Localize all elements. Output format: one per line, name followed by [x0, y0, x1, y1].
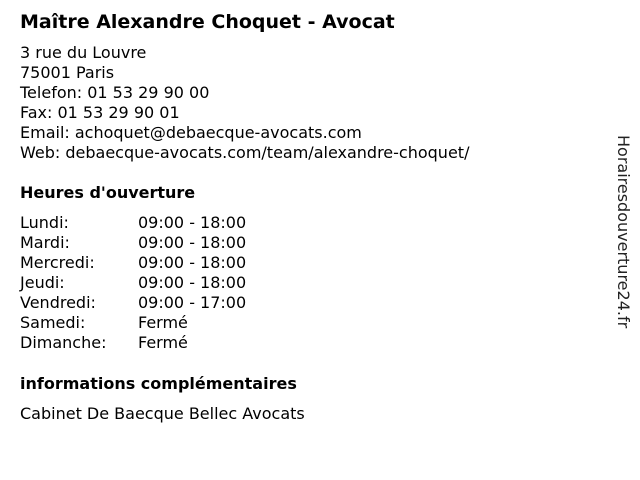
- hours-time: 09:00 - 17:00: [138, 293, 247, 312]
- hours-time: 09:00 - 18:00: [138, 233, 247, 252]
- fax-line: Fax: 01 53 29 90 01: [20, 103, 180, 122]
- address-city: 75001 Paris: [20, 63, 115, 82]
- hours-time: Fermé: [138, 333, 188, 352]
- watermark-container: [612, 135, 634, 375]
- hours-day: Mardi:: [20, 233, 70, 252]
- hours-time: 09:00 - 18:00: [138, 273, 247, 292]
- hours-day: Dimanche:: [20, 333, 107, 352]
- info-text: Cabinet De Baecque Bellec Avocats: [20, 404, 305, 423]
- hours-day: Lundi:: [20, 213, 69, 232]
- info-heading: informations complémentaires: [20, 374, 297, 393]
- hours-time: 09:00 - 18:00: [138, 213, 247, 232]
- hours-heading: Heures d'ouverture: [20, 183, 196, 202]
- hours-day: Mercredi:: [20, 253, 95, 272]
- email-line: Email: achoquet@debaecque-avocats.com: [20, 123, 362, 142]
- hours-day: Vendredi:: [20, 293, 96, 312]
- phone-line: Telefon: 01 53 29 90 00: [20, 83, 210, 102]
- contact-block: [20, 43, 469, 163]
- hours-day: Samedi:: [20, 313, 86, 332]
- hours-time: Fermé: [138, 313, 188, 332]
- hours-time: 09:00 - 18:00: [138, 253, 247, 272]
- site-watermark: Horairesdouverture24.fr: [614, 135, 633, 329]
- address-street: 3 rue du Louvre: [20, 43, 147, 62]
- web-line: Web: debaecque-avocats.com/team/alexandre-choquet/: [20, 143, 470, 162]
- page-title: Maître Alexandre Choquet - Avocat: [20, 11, 395, 33]
- hours-day: Jeudi:: [20, 273, 65, 292]
